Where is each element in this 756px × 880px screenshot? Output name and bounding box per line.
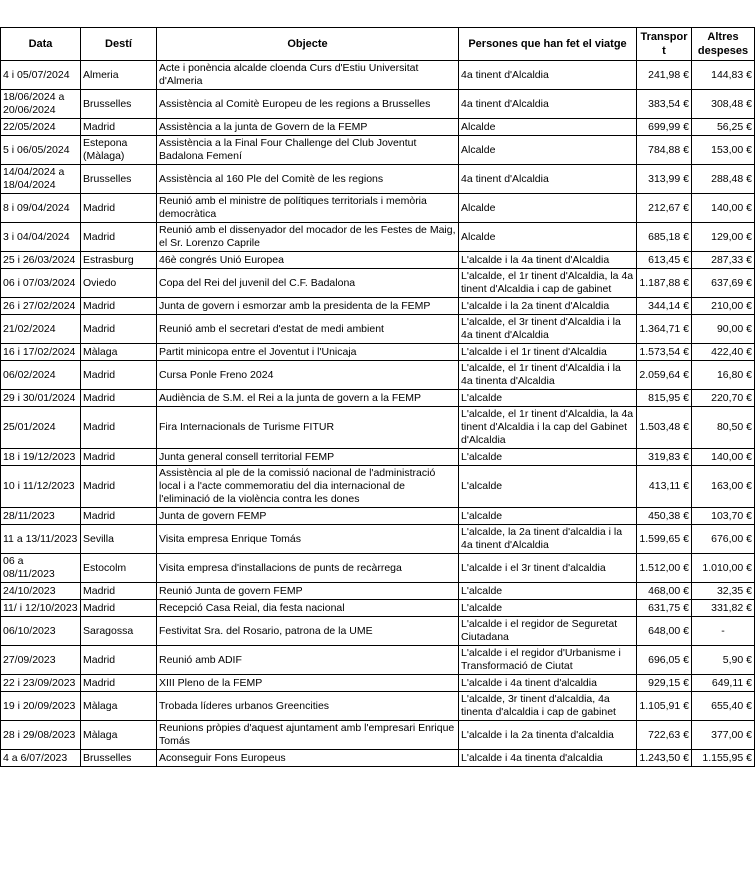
cell-data: 3 i 04/04/2024 <box>1 223 81 252</box>
cell-persones: L'alcalde <box>459 449 637 466</box>
table-row <box>1 525 755 554</box>
table-row <box>1 554 755 583</box>
cell-persones: L'alcalde i 4a tinent d'alcaldia <box>459 675 637 692</box>
table-row <box>1 165 755 194</box>
cell-desti: Brusselles <box>81 165 157 194</box>
cell-persones: 4a tinent d'Alcaldia <box>459 61 637 90</box>
cell-data: 14/04/2024 a 18/04/2024 <box>1 165 81 194</box>
cell-transport: 1.187,88 € <box>637 269 692 298</box>
cell-persones: L'alcalde i el 1r tinent d'Alcaldia <box>459 344 637 361</box>
cell-persones: L'alcalde i la 2a tinent d'Alcaldia <box>459 298 637 315</box>
table-row <box>1 508 755 525</box>
cell-desti: Madrid <box>81 315 157 344</box>
table-row <box>1 90 755 119</box>
table-row <box>1 390 755 407</box>
cell-transport: 648,00 € <box>637 617 692 646</box>
cell-persones: Alcalde <box>459 194 637 223</box>
cell-transport: 1.599,65 € <box>637 525 692 554</box>
cell-data: 11/ i 12/10/2023 <box>1 600 81 617</box>
cell-altres-despeses: 90,00 € <box>692 315 755 344</box>
cell-transport: 699,99 € <box>637 119 692 136</box>
travel-expenses-table-container <box>0 27 756 767</box>
cell-transport: 784,88 € <box>637 136 692 165</box>
header-persones: Persones que han fet el viatge <box>459 28 637 61</box>
cell-altres-despeses: 1.155,95 € <box>692 750 755 767</box>
cell-desti: Almeria <box>81 61 157 90</box>
cell-desti: Madrid <box>81 119 157 136</box>
table-row <box>1 675 755 692</box>
cell-desti: Sevilla <box>81 525 157 554</box>
cell-desti: Brusselles <box>81 90 157 119</box>
cell-objecte: Reunió amb el secretari d'estat de medi ambient <box>157 315 459 344</box>
cell-objecte: Visita empresa Enrique Tomás <box>157 525 459 554</box>
cell-persones: L'alcalde, 3r tinent d'alcaldia, 4a tinenta d'alcaldia i cap de gabinet <box>459 692 637 721</box>
cell-data: 11 a 13/11/2023 <box>1 525 81 554</box>
cell-persones: L'alcalde i el regidor d'Urbanisme i Transformació de Ciutat <box>459 646 637 675</box>
table-row <box>1 646 755 675</box>
cell-persones: L'alcalde i la 2a tinenta d'alcaldia <box>459 721 637 750</box>
cell-altres-despeses: 377,00 € <box>692 721 755 750</box>
table-row <box>1 449 755 466</box>
cell-desti: Madrid <box>81 449 157 466</box>
cell-altres-despeses: 676,00 € <box>692 525 755 554</box>
cell-altres-despeses: 80,50 € <box>692 407 755 449</box>
cell-objecte: Junta general consell territorial FEMP <box>157 449 459 466</box>
cell-altres-despeses: 103,70 € <box>692 508 755 525</box>
cell-data: 5 i 06/05/2024 <box>1 136 81 165</box>
cell-desti: Madrid <box>81 194 157 223</box>
cell-objecte: Assistència al ple de la comissió nacional de l'administració local i a l'acte commemoratiu del dia internacional de l'eliminació de la violència contra les dones <box>157 466 459 508</box>
table-row <box>1 361 755 390</box>
cell-data: 4 i 05/07/2024 <box>1 61 81 90</box>
cell-transport: 929,15 € <box>637 675 692 692</box>
cell-objecte: Trobada líderes urbanos Greencities <box>157 692 459 721</box>
cell-data: 06 a 08/11/2023 <box>1 554 81 583</box>
cell-data: 26 i 27/02/2024 <box>1 298 81 315</box>
table-row <box>1 223 755 252</box>
cell-altres-despeses: 220,70 € <box>692 390 755 407</box>
cell-data: 25/01/2024 <box>1 407 81 449</box>
cell-transport: 313,99 € <box>637 165 692 194</box>
cell-transport: 413,11 € <box>637 466 692 508</box>
cell-altres-despeses: 637,69 € <box>692 269 755 298</box>
cell-transport: 1.573,54 € <box>637 344 692 361</box>
cell-data: 25 i 26/03/2024 <box>1 252 81 269</box>
cell-objecte: Copa del Rei del juvenil del C.F. Badalona <box>157 269 459 298</box>
cell-objecte: Assistència al 160 Ple del Comitè de les regions <box>157 165 459 194</box>
table-row <box>1 252 755 269</box>
header-objecte: Objecte <box>157 28 459 61</box>
cell-persones: L'alcalde <box>459 600 637 617</box>
table-row <box>1 617 755 646</box>
cell-transport: 1.503,48 € <box>637 407 692 449</box>
cell-altres-despeses: 56,25 € <box>692 119 755 136</box>
cell-persones: L'alcalde i el 3r tinent d'alcaldia <box>459 554 637 583</box>
table-row <box>1 466 755 508</box>
table-row <box>1 136 755 165</box>
cell-altres-despeses: 140,00 € <box>692 449 755 466</box>
cell-persones: L'alcalde i el regidor de Seguretat Ciutadana <box>459 617 637 646</box>
cell-transport: 212,67 € <box>637 194 692 223</box>
cell-objecte: Assistència al Comitè Europeu de les regions a Brusselles <box>157 90 459 119</box>
cell-data: 22 i 23/09/2023 <box>1 675 81 692</box>
table-row <box>1 750 755 767</box>
cell-data: 24/10/2023 <box>1 583 81 600</box>
cell-objecte: Reunions pròpies d'aquest ajuntament amb l'empresari Enrique Tomás <box>157 721 459 750</box>
cell-altres-despeses: 5,90 € <box>692 646 755 675</box>
cell-persones: 4a tinent d'Alcaldia <box>459 90 637 119</box>
cell-objecte: XIII Pleno de la FEMP <box>157 675 459 692</box>
cell-data: 22/05/2024 <box>1 119 81 136</box>
cell-data: 10 i 11/12/2023 <box>1 466 81 508</box>
cell-transport: 696,05 € <box>637 646 692 675</box>
cell-objecte: Visita empresa d'installacions de punts de recàrrega <box>157 554 459 583</box>
cell-persones: L'alcalde, el 1r tinent d'Alcaldia, la 4a tinent d'Alcaldia i la cap del Gabinet d'Alcaldia <box>459 407 637 449</box>
cell-data: 28 i 29/08/2023 <box>1 721 81 750</box>
cell-data: 16 i 17/02/2024 <box>1 344 81 361</box>
cell-desti: Màlaga <box>81 721 157 750</box>
cell-altres-despeses: 1.010,00 € <box>692 554 755 583</box>
cell-desti: Madrid <box>81 600 157 617</box>
cell-desti: Madrid <box>81 583 157 600</box>
cell-transport: 319,83 € <box>637 449 692 466</box>
cell-objecte: Reunió amb el ministre de polítiques territorials i memòria democràtica <box>157 194 459 223</box>
cell-altres-despeses: 287,33 € <box>692 252 755 269</box>
cell-data: 29 i 30/01/2024 <box>1 390 81 407</box>
cell-altres-despeses: 331,82 € <box>692 600 755 617</box>
cell-persones: L'alcalde <box>459 390 637 407</box>
cell-desti: Madrid <box>81 298 157 315</box>
cell-objecte: Reunió Junta de govern FEMP <box>157 583 459 600</box>
cell-objecte: Festivitat Sra. del Rosario, patrona de la UME <box>157 617 459 646</box>
cell-data: 27/09/2023 <box>1 646 81 675</box>
cell-data: 18 i 19/12/2023 <box>1 449 81 466</box>
cell-desti: Estepona (Màlaga) <box>81 136 157 165</box>
cell-desti: Madrid <box>81 466 157 508</box>
cell-data: 4 a 6/07/2023 <box>1 750 81 767</box>
cell-transport: 613,45 € <box>637 252 692 269</box>
cell-objecte: 46è congrés Unió Europea <box>157 252 459 269</box>
cell-desti: Oviedo <box>81 269 157 298</box>
cell-transport: 1.364,71 € <box>637 315 692 344</box>
cell-persones: 4a tinent d'Alcaldia <box>459 165 637 194</box>
cell-desti: Estrasburg <box>81 252 157 269</box>
cell-objecte: Junta de govern FEMP <box>157 508 459 525</box>
header-altres-despeses: Altres despeses <box>692 28 755 61</box>
cell-altres-despeses: 32,35 € <box>692 583 755 600</box>
cell-persones: L'alcalde i 4a tinenta d'alcaldia <box>459 750 637 767</box>
cell-persones: L'alcalde i la 4a tinent d'Alcaldia <box>459 252 637 269</box>
cell-data: 06/02/2024 <box>1 361 81 390</box>
table-row <box>1 344 755 361</box>
cell-data: 18/06/2024 a 20/06/2024 <box>1 90 81 119</box>
cell-desti: Madrid <box>81 390 157 407</box>
cell-desti: Madrid <box>81 361 157 390</box>
cell-altres-despeses: 144,83 € <box>692 61 755 90</box>
cell-objecte: Junta de govern i esmorzar amb la presidenta de la FEMP <box>157 298 459 315</box>
table-row <box>1 407 755 449</box>
cell-altres-despeses: 422,40 € <box>692 344 755 361</box>
cell-persones: L'alcalde <box>459 466 637 508</box>
cell-transport: 685,18 € <box>637 223 692 252</box>
cell-altres-despeses: 649,11 € <box>692 675 755 692</box>
cell-persones: L'alcalde, el 1r tinent d'Alcaldia, la 4a tinent d'Alcaldia i cap de gabinet <box>459 269 637 298</box>
cell-objecte: Reunió amb el dissenyador del mocador de les Festes de Maig, el Sr. Lorenzo Caprile <box>157 223 459 252</box>
cell-transport: 722,63 € <box>637 721 692 750</box>
cell-altres-despeses: 288,48 € <box>692 165 755 194</box>
table-row <box>1 315 755 344</box>
travel-expenses-table <box>0 27 755 767</box>
cell-desti: Madrid <box>81 646 157 675</box>
cell-desti: Madrid <box>81 508 157 525</box>
table-row <box>1 298 755 315</box>
cell-data: 06/10/2023 <box>1 617 81 646</box>
cell-altres-despeses: - <box>692 617 755 646</box>
header-desti: Destí <box>81 28 157 61</box>
cell-objecte: Reunió amb ADIF <box>157 646 459 675</box>
cell-desti: Màlaga <box>81 692 157 721</box>
cell-transport: 2.059,64 € <box>637 361 692 390</box>
cell-altres-despeses: 210,00 € <box>692 298 755 315</box>
table-row <box>1 61 755 90</box>
cell-transport: 1.105,91 € <box>637 692 692 721</box>
cell-transport: 450,38 € <box>637 508 692 525</box>
cell-transport: 383,54 € <box>637 90 692 119</box>
cell-data: 19 i 20/09/2023 <box>1 692 81 721</box>
table-row <box>1 583 755 600</box>
table-row <box>1 692 755 721</box>
cell-desti: Madrid <box>81 675 157 692</box>
cell-persones: L'alcalde <box>459 583 637 600</box>
cell-altres-despeses: 163,00 € <box>692 466 755 508</box>
header-transport: Transport <box>637 28 692 61</box>
cell-data: 8 i 09/04/2024 <box>1 194 81 223</box>
cell-objecte: Assistència a la Final Four Challenge del Club Joventut Badalona Femení <box>157 136 459 165</box>
cell-objecte: Recepció Casa Reial, dia festa nacional <box>157 600 459 617</box>
cell-data: 28/11/2023 <box>1 508 81 525</box>
cell-altres-despeses: 153,00 € <box>692 136 755 165</box>
cell-data: 21/02/2024 <box>1 315 81 344</box>
cell-objecte: Acte i ponència alcalde cloenda Curs d'Estiu Universitat d'Almeria <box>157 61 459 90</box>
table-row <box>1 194 755 223</box>
cell-transport: 344,14 € <box>637 298 692 315</box>
cell-altres-despeses: 308,48 € <box>692 90 755 119</box>
cell-altres-despeses: 655,40 € <box>692 692 755 721</box>
cell-data: 06 i 07/03/2024 <box>1 269 81 298</box>
cell-objecte: Audiència de S.M. el Rei a la junta de govern a la FEMP <box>157 390 459 407</box>
cell-persones: L'alcalde, el 3r tinent d'Alcaldia i la 4a tinent d'Alcaldia <box>459 315 637 344</box>
cell-desti: Madrid <box>81 223 157 252</box>
cell-persones: L'alcalde, la 2a tinent d'alcaldia i la 4a tinent d'Alcaldia <box>459 525 637 554</box>
table-row <box>1 269 755 298</box>
header-data: Data <box>1 28 81 61</box>
cell-transport: 1.512,00 € <box>637 554 692 583</box>
cell-persones: Alcalde <box>459 136 637 165</box>
cell-persones: L'alcalde <box>459 508 637 525</box>
cell-objecte: Cursa Ponle Freno 2024 <box>157 361 459 390</box>
cell-transport: 815,95 € <box>637 390 692 407</box>
cell-persones: Alcalde <box>459 223 637 252</box>
cell-objecte: Aconseguir Fons Europeus <box>157 750 459 767</box>
cell-altres-despeses: 129,00 € <box>692 223 755 252</box>
table-row <box>1 119 755 136</box>
table-row <box>1 721 755 750</box>
cell-transport: 241,98 € <box>637 61 692 90</box>
table-row <box>1 600 755 617</box>
cell-altres-despeses: 16,80 € <box>692 361 755 390</box>
cell-desti: Madrid <box>81 407 157 449</box>
cell-desti: Saragossa <box>81 617 157 646</box>
table-body <box>1 61 755 767</box>
cell-transport: 631,75 € <box>637 600 692 617</box>
cell-persones: L'alcalde, el 1r tinent d'Alcaldia i la 4a tinenta d'Alcaldia <box>459 361 637 390</box>
cell-objecte: Partit minicopa entre el Joventut i l'Unicaja <box>157 344 459 361</box>
cell-objecte: Assistència a la junta de Govern de la FEMP <box>157 119 459 136</box>
cell-persones: Alcalde <box>459 119 637 136</box>
cell-transport: 1.243,50 € <box>637 750 692 767</box>
cell-desti: Brusselles <box>81 750 157 767</box>
cell-desti: Màlaga <box>81 344 157 361</box>
cell-desti: Estocolm <box>81 554 157 583</box>
cell-objecte: Fira Internacionals de Turisme FITUR <box>157 407 459 449</box>
cell-altres-despeses: 140,00 € <box>692 194 755 223</box>
table-header-row <box>1 28 755 61</box>
cell-transport: 468,00 € <box>637 583 692 600</box>
